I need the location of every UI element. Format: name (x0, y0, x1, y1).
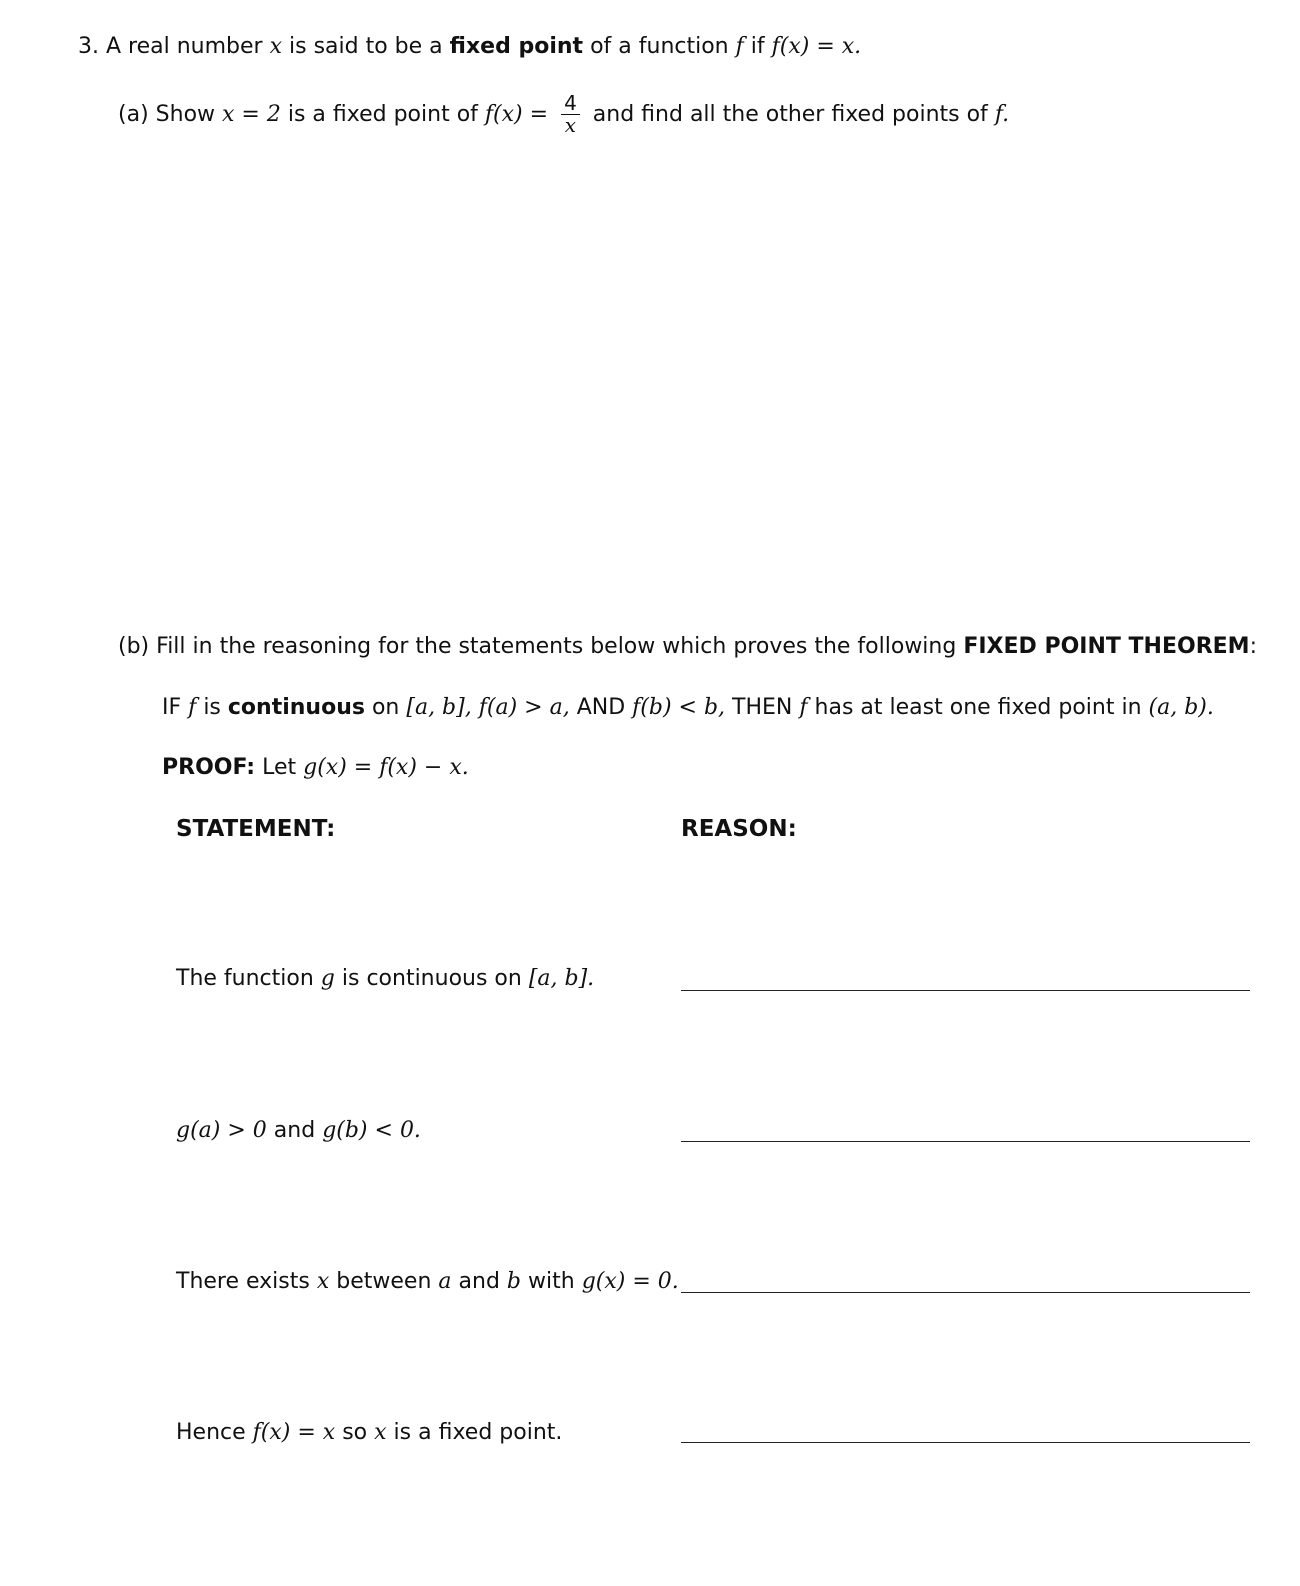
statement-row-2: g(a) > 0 and g(b) < 0. (176, 1118, 421, 1143)
theorem-name: FIXED POINT THEOREM (963, 634, 1250, 659)
reason-blank-2[interactable] (681, 1141, 1250, 1142)
reason-blank-1[interactable] (681, 990, 1250, 991)
problem-intro: 3. A real number x is said to be a fixed point of a function f if f(x) = x. (78, 34, 862, 59)
proof-label: PROOF: (162, 755, 256, 780)
theorem-statement: IF f is continuous on [a, b], f(a) > a, AND f(b) < b, THEN f has at least one fixed point in (a, b). (162, 695, 1214, 720)
part-a-question: (a) Show x = 2 is a fixed point of f(x) = $\frac{4}{x}$ and find all the other fixed points of f. (118, 90, 1010, 137)
part-b-intro: (b) Fill in the reasoning for the statements below which proves the following FIXED POINT THEOREM: (118, 634, 1257, 659)
part-b-label: (b) (118, 634, 150, 659)
statement-header: STATEMENT: (176, 816, 336, 842)
fraction-4-over-x: $\frac{4}{x}$ (561, 93, 580, 136)
term-fixed-point: fixed point (449, 34, 584, 59)
problem-number: 3. (78, 34, 99, 59)
reason-header: REASON: (681, 816, 797, 842)
statement-row-1: The function g is continuous on [a, b]. (176, 966, 595, 991)
statement-row-3: There exists x between a and b with g(x) = 0. (176, 1269, 679, 1294)
statement-row-4: Hence f(x) = x so x is a fixed point. (176, 1420, 563, 1445)
reason-blank-4[interactable] (681, 1442, 1250, 1443)
reason-blank-3[interactable] (681, 1292, 1250, 1293)
part-a-label: (a) (118, 102, 149, 127)
proof-line: PROOF: Let g(x) = f(x) − x. (162, 755, 469, 780)
